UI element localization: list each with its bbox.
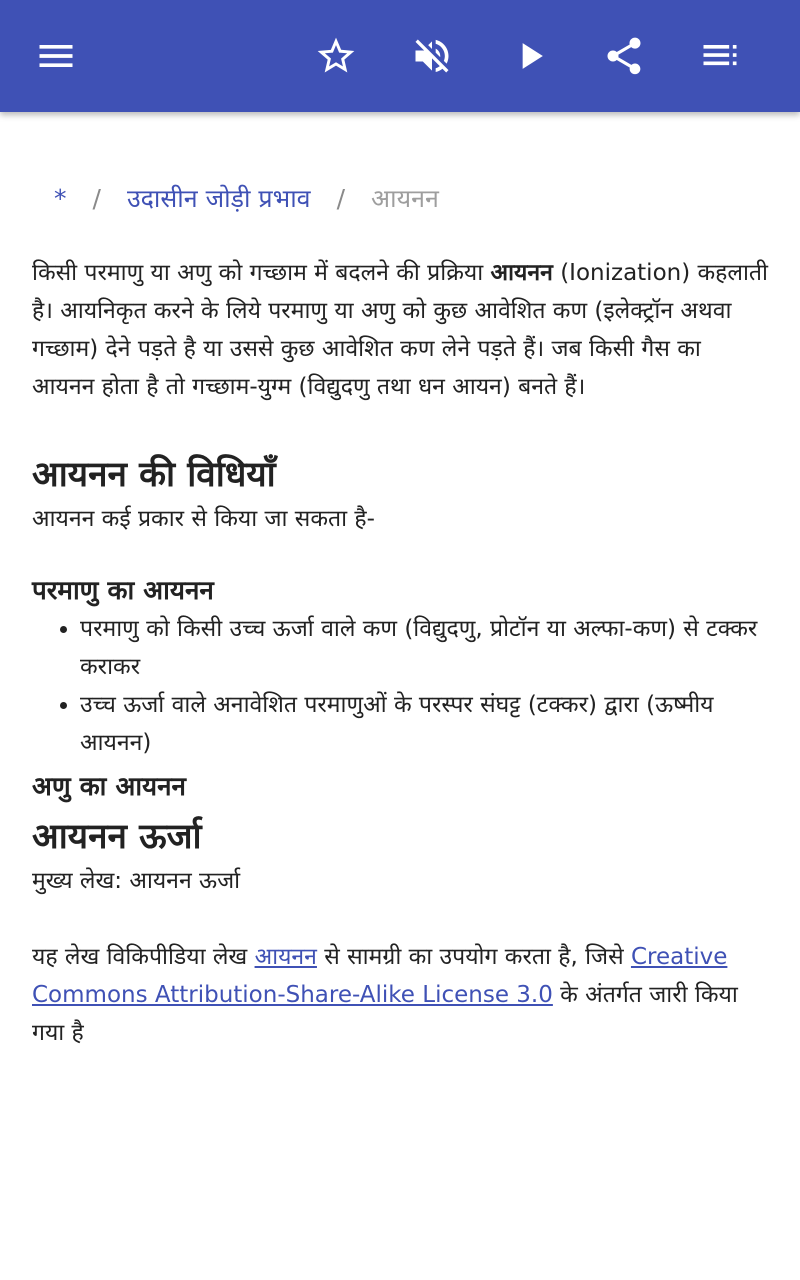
main-article-note: मुख्य लेख: आयनन ऊर्जा bbox=[32, 868, 241, 894]
article-link[interactable]: आयनन bbox=[254, 944, 317, 970]
breadcrumb-parent-link[interactable]: उदासीन जोड़ी प्रभाव bbox=[126, 184, 311, 213]
article-content bbox=[32, 170, 768, 1052]
play-icon[interactable] bbox=[502, 28, 558, 84]
intro-text-rest: (Ionization) कहलाती है। आयनिकृत करने के लिये परमाणु या अणु को कुछ आवेशित कण (इलेक्ट्रॉन अथवा गच्छाम) देने पड़ते है या उससे कुछ आवेशित कण लेने पड़ते हैं। जब किसी गैस का आयनन होता है तो गच्छाम-युग्म (विद्युदणु तथा धन आयन) बनते हैं। bbox=[32, 260, 769, 400]
atom-ionization-heading: परमाणु का आयनन bbox=[32, 576, 214, 606]
energy-heading: आयनन ऊर्जा bbox=[32, 817, 202, 857]
attribution-paragraph bbox=[32, 938, 768, 1052]
attribution-text: यह लेख विकिपीडिया लेख bbox=[32, 944, 255, 970]
breadcrumb bbox=[32, 170, 768, 226]
share-icon[interactable] bbox=[596, 28, 652, 84]
attribution-text: से सामग्री का उपयोग करता है, जिसे bbox=[316, 944, 631, 970]
app-toolbar bbox=[0, 0, 800, 112]
methods-text: आयनन कई प्रकार से किया जा सकता है- bbox=[32, 506, 375, 532]
breadcrumb-separator: / bbox=[92, 183, 101, 213]
breadcrumb-current: आयनन bbox=[371, 184, 439, 213]
intro-bold-term: आयनन bbox=[490, 260, 553, 286]
intro-paragraph bbox=[32, 254, 768, 406]
molecule-ionization-heading: अणु का आयनन bbox=[32, 772, 186, 802]
intro-text: किसी परमाणु या अणु को गच्छाम में बदलने की प्रक्रिया bbox=[32, 260, 491, 286]
attribution-text: के अंतर्गत जारी किया गया है bbox=[32, 982, 738, 1046]
star-icon[interactable] bbox=[308, 28, 364, 84]
breadcrumb-separator: / bbox=[336, 183, 346, 213]
methods-heading: आयनन की विधियाँ bbox=[32, 455, 276, 495]
atom-ionization-list bbox=[32, 610, 768, 762]
playlist-icon[interactable] bbox=[692, 28, 748, 84]
list-item: • उच्च ऊर्जा वाले अनावेशित परमाणुओं के परस्पर संघट्ट (टक्कर) द्वारा (ऊष्मीय आयनन) bbox=[80, 686, 768, 762]
license-link[interactable]: Creative Commons Attribution-Share-Alike License 3.0 bbox=[32, 944, 728, 1008]
breadcrumb-home-link[interactable]: * bbox=[54, 183, 67, 213]
menu-icon[interactable] bbox=[28, 28, 84, 84]
volume-off-icon[interactable] bbox=[404, 28, 460, 84]
list-item: • परमाणु को किसी उच्च ऊर्जा वाले कण (विद्युदणु, प्रोटॉन या अल्फा-कण) से टक्कर कराकर bbox=[80, 610, 768, 686]
